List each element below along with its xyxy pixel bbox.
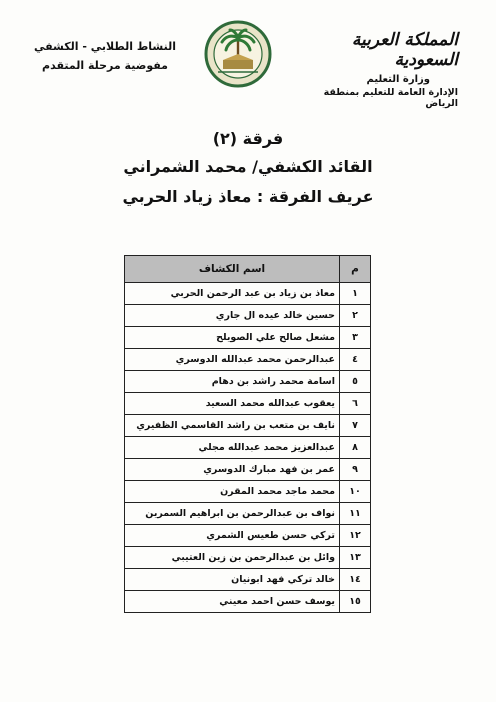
table-row: [125, 305, 371, 327]
row-number: ٣: [340, 327, 371, 349]
table-row: [125, 591, 371, 613]
row-number: ١٢: [340, 525, 371, 547]
scout-name: محمد ماجد محمد المقرن: [125, 481, 340, 503]
row-number: ٩: [340, 459, 371, 481]
table-row: [125, 481, 371, 503]
header-right-block: [288, 30, 458, 109]
row-number: ١٠: [340, 481, 371, 503]
scouts-table: [124, 255, 371, 613]
scout-name: وائل بن عبدالرحمن بن زين العتيبي: [125, 547, 340, 569]
table-row: [125, 415, 371, 437]
office-name: مفوضية مرحلة المتقدم: [42, 59, 168, 72]
row-number: ٦: [340, 393, 371, 415]
scout-name: حسين خالد عيده ال جاري: [125, 305, 340, 327]
scout-name: نواف بن عبدالرحمن بن ابراهيم السمرين: [125, 503, 340, 525]
scout-name: خالد تركي فهد ابونيان: [125, 569, 340, 591]
scout-name: عبدالرحمن محمد عبدالله الدوسري: [125, 349, 340, 371]
row-number: ٢: [340, 305, 371, 327]
table-row: [125, 283, 371, 305]
scout-name: عمر بن فهد مبارك الدوسري: [125, 459, 340, 481]
table-row: [125, 525, 371, 547]
scout-name: مشعل صالح علي الصويلح: [125, 327, 340, 349]
scout-name: نايف بن متعب بن راشد القاسمي الظفيري: [125, 415, 340, 437]
scout-name: عبدالعزيز محمد عبدالله مجلي: [125, 437, 340, 459]
column-header-number: م: [340, 256, 371, 283]
scout-name: معاذ بن زياد بن عبد الرحمن الحربي: [125, 283, 340, 305]
row-number: ٤: [340, 349, 371, 371]
scout-name: يوسف حسن احمد معيني: [125, 591, 340, 613]
ministry-name: وزارة التعليم: [366, 74, 430, 85]
kingdom-title: المملكة العربية السعودية: [351, 30, 458, 70]
header-left-block: [30, 40, 180, 72]
table-header-row: [125, 256, 371, 283]
scout-name: اسامة محمد راشد بن دهام: [125, 371, 340, 393]
row-number: ١٣: [340, 547, 371, 569]
admin-name: الإدارة العامة للتعليم بمنطقة الرياض: [323, 87, 458, 109]
row-number: ٧: [340, 415, 371, 437]
troop-title: فرقة (٢): [212, 129, 284, 148]
table-row: [125, 393, 371, 415]
scout-name: يعقوب عبدالله محمد السعيد: [125, 393, 340, 415]
row-number: ١٥: [340, 591, 371, 613]
row-number: ١: [340, 283, 371, 305]
row-number: ٥: [340, 371, 371, 393]
leader-title: القائد الكشفي/ محمد الشمراني: [123, 157, 373, 176]
table-row: [125, 349, 371, 371]
table-row: [125, 503, 371, 525]
table-row: [125, 371, 371, 393]
captain-title: عريف الفرقة : معاذ زياد الحربي: [122, 187, 374, 206]
table-row: [125, 437, 371, 459]
ministry-logo-icon: [204, 20, 272, 88]
table-row: [125, 547, 371, 569]
titles-block: [0, 126, 496, 212]
row-number: ١١: [340, 503, 371, 525]
table-row: [125, 569, 371, 591]
scout-name: تركي حسن طعيس الشمري: [125, 525, 340, 547]
row-number: ١٤: [340, 569, 371, 591]
department-name: النشاط الطلابي - الكشفي: [34, 40, 176, 53]
table-row: [125, 459, 371, 481]
table-row: [125, 327, 371, 349]
column-header-name: اسم الكشاف: [125, 256, 340, 283]
row-number: ٨: [340, 437, 371, 459]
